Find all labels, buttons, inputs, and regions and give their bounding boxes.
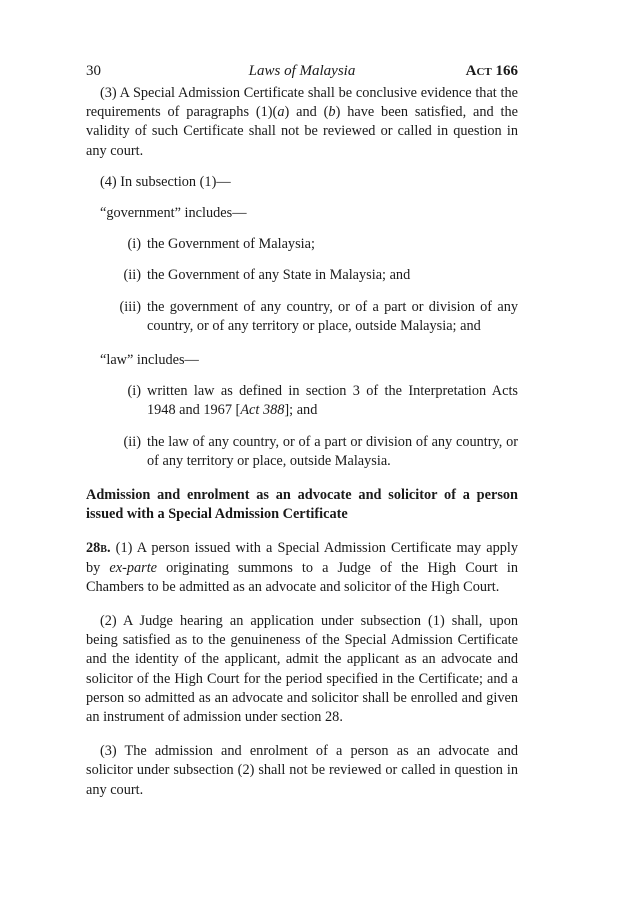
- section-number-suffix: b.: [100, 540, 111, 557]
- text-run: (1) A person issued with a Special Admission Certificate may apply by: [86, 540, 518, 576]
- act-prefix: A: [465, 63, 477, 79]
- running-title: Laws of Malaysia: [248, 63, 356, 79]
- text-run: ) and (: [284, 104, 329, 121]
- italic-run: ex-parte: [109, 559, 158, 576]
- item-text: the government of any country, or of a part or division of any country, or of any territory or place, outside Malaysia; and: [147, 298, 518, 334]
- item-text: the law of any country, or of a part or division of any country, or of any territory or place, outside Malaysia.: [147, 433, 518, 469]
- item-number: (ii): [123, 267, 141, 284]
- item-text: the Government of any State in Malaysia; and: [147, 267, 411, 284]
- act-number: [466, 62, 518, 81]
- act-digits: 166: [491, 63, 518, 79]
- law-definition-intro: “law” includes—: [100, 352, 199, 369]
- italic-run: b: [328, 104, 336, 121]
- definition-item: [86, 298, 518, 336]
- text-run: ) have been satisfied, and the validity of such Certificate shall not be reviewed or called in question in any court.: [86, 104, 518, 159]
- subsection-2-paragraph: (2) A Judge hearing an application under subsection (1) shall, upon being satisfied as to the genuineness of the Special Admission Certificate and the identity of the applicant, admit the applicant as an advocate and solicitor of the High Court for the period specified in the Certificate; and a person so admitted as an advocate and solicitor shall be enrolled and given an instrument of admission under section 28.: [86, 613, 518, 726]
- subsection-4-paragraph: (4) In subsection (1)—: [100, 173, 231, 190]
- section-heading: Admission and enrolment as an advocate and solicitor of a person issued with a Special Admission Certificate: [86, 487, 518, 523]
- italic-run: a: [277, 104, 285, 121]
- page-number: 30: [86, 63, 101, 79]
- item-text: [147, 383, 518, 418]
- definition-item: [86, 235, 518, 254]
- government-definition-intro: “government” includes—: [100, 205, 247, 222]
- item-number: (i): [127, 236, 141, 253]
- text-run: ]; and: [284, 402, 318, 419]
- item-text: the Government of Malaysia;: [147, 236, 315, 253]
- section-28b-paragraph: [86, 539, 518, 597]
- act-rest: ct: [476, 63, 492, 79]
- definition-item: [86, 266, 518, 285]
- definition-item: [86, 382, 518, 420]
- page-header: [86, 62, 518, 84]
- item-number: (ii): [123, 433, 141, 450]
- item-number: (iii): [119, 298, 141, 315]
- section-number: [86, 540, 111, 556]
- document-page: [86, 62, 518, 800]
- subsection-3b-paragraph: (3) The admission and enrolment of a person as an advocate and solicitor under subsection (2) shall not be reviewed or called in question in any court.: [86, 743, 518, 798]
- text-run: written law as defined in section 3 of the Interpretation Acts 1948 and 1967 [: [147, 383, 518, 419]
- text-run: originating summons to a Judge of the High Court in Chambers to be admitted as an advocate and solicitor of the High Court.: [86, 559, 518, 595]
- section-number-main: 28: [86, 540, 101, 557]
- definition-item: [86, 433, 518, 471]
- italic-run: Act 388: [240, 402, 285, 419]
- text-run: (3) A Special Admission Certificate shall be conclusive evidence that the requirements of paragraphs (1)(: [86, 85, 518, 121]
- subsection-3-paragraph: [86, 84, 518, 161]
- item-number: (i): [127, 383, 141, 400]
